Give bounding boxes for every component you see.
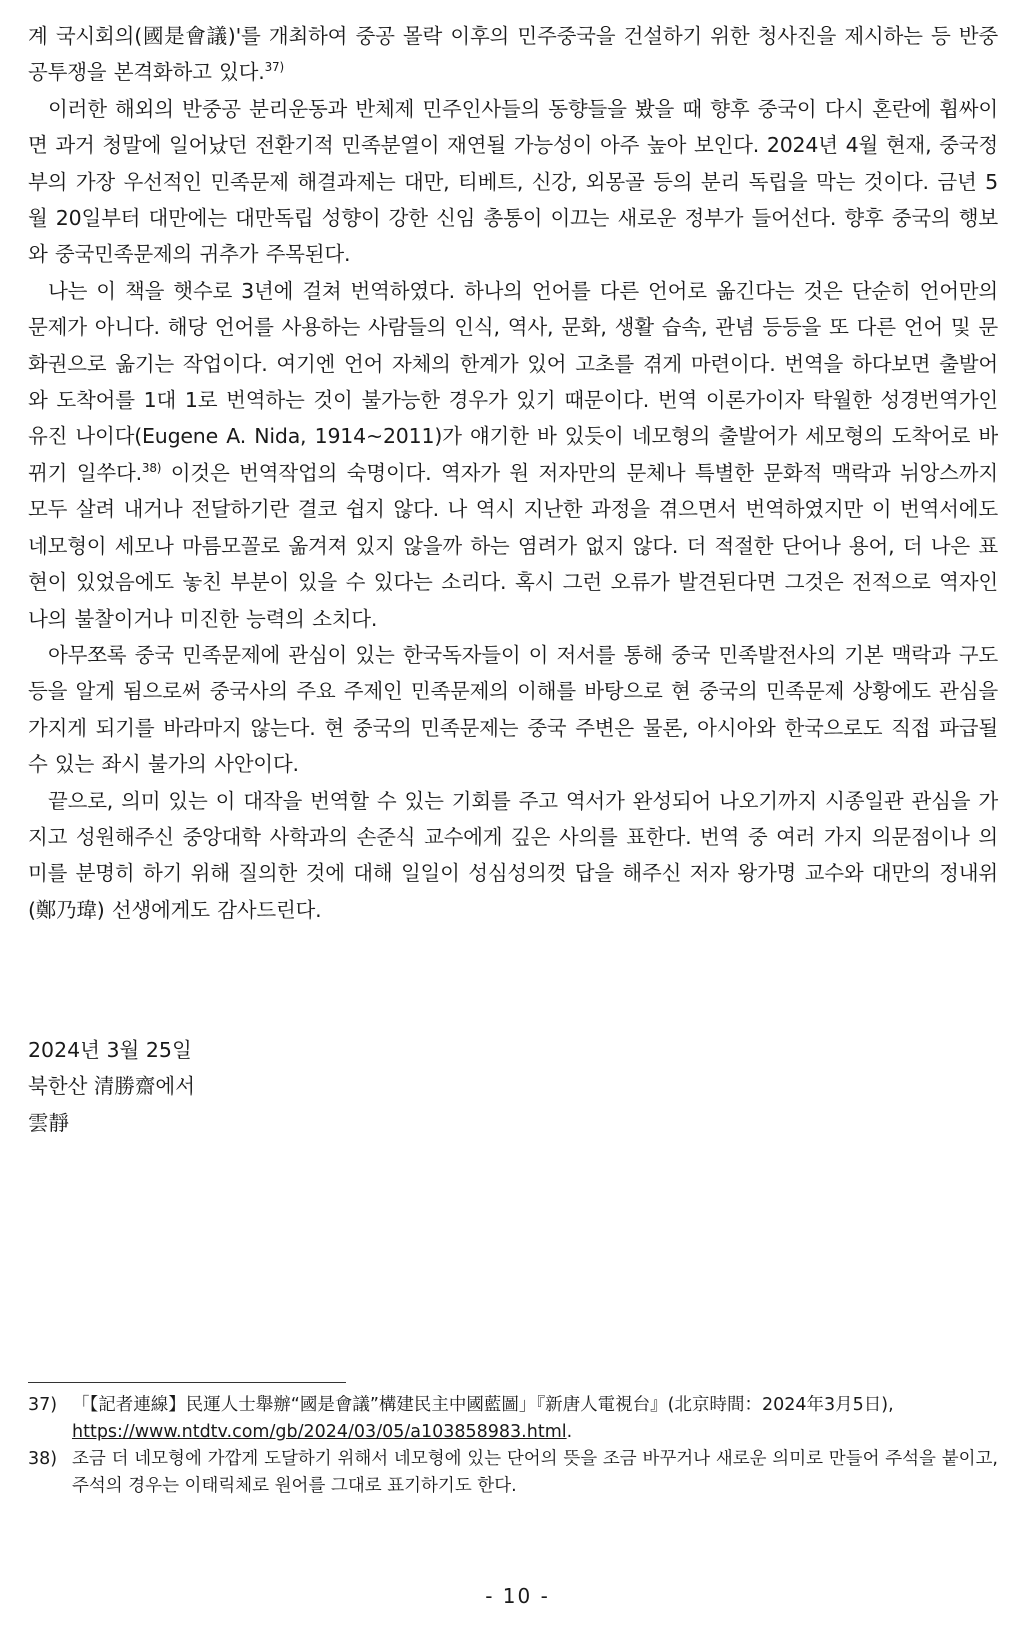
footnotes: [28, 1392, 998, 1500]
paragraph-1-text: 계 국시회의(國是會議)'를 개최하여 중공 몰락 이후의 민주중국을 건설하기 위한 청사진을 제시하는 등 반중공투쟁을 본격화하고 있다.: [28, 24, 998, 85]
signoff: [28, 1032, 195, 1141]
footnote-38-number: 38): [28, 1449, 58, 1469]
footnote-37-number: 37): [28, 1395, 58, 1415]
signoff-place: 북한산 清勝齋에서: [28, 1074, 196, 1099]
paragraph-3: [28, 273, 998, 637]
paragraph-2-text: 이러한 해외의 반중공 분리운동과 반체제 민주인사들의 동향들을 봤을 때 향후 중국이 다시 혼란에 휩싸이면 과거 청말에 일어났던 전환기적 민족분열이 재연될 가능성이 아주 높아 보인다. 2024년 4월 현재, 중국정부의 가장 우선적인 민족문제 해결과제는 대만, 티베트, 신강, 외몽골 등의 분리 독립을 막는 것이다. 금년 5월 20일부터 대만에는 대만독립 성향이 강한 신임 총통이 이끄는 새로운 정부가 들어선다. 향후 중국의 행보와 중국민족문제의 귀추가 주목된다.: [28, 96, 998, 267]
footnote-ref-37[interactable]: 37): [264, 60, 284, 75]
signoff-name: 雲靜: [28, 1110, 69, 1135]
footnote-37: [28, 1392, 998, 1446]
main-text: [28, 18, 998, 928]
paragraph-4: [28, 637, 998, 783]
footnote-38: [28, 1446, 998, 1500]
footnote-ref-38[interactable]: 38): [141, 461, 162, 476]
paragraph-1: [28, 18, 998, 91]
footnote-37-tail: .: [566, 1422, 573, 1442]
footnote-38-text: 조금 더 네모형에 가깝게 도달하기 위해서 네모형에 있는 단어의 뜻을 조금 바꾸거나 새로운 의미로 만들어 주석을 붙이고, 주석의 경우는 이태릭체로 원어를 그대로 표기하기도 한다.: [72, 1449, 998, 1496]
footnote-37-link[interactable]: https://www.ntdtv.com/gb/2024/03/05/a103858983.html: [72, 1422, 567, 1442]
paragraph-2: [28, 91, 998, 273]
paragraph-5-text: 끝으로, 의미 있는 이 대작을 번역할 수 있는 기회를 주고 역서가 완성되어 나오기까지 시종일관 관심을 가지고 성원해주신 중앙대학 사학과의 손준식 교수에게 깊은 사의를 표한다. 번역 중 여러 가지 의문점이나 의미를 분명히 하기 위해 질의한 것에 대해 일일이 성심성의껏 답을 해주신 저자 왕가명 교수와 대만의 정내위(鄭乃瑋) 선생에게도 감사드린다.: [28, 788, 998, 922]
footnote-divider: [28, 1382, 346, 1383]
paragraph-4-text: 아무쪼록 중국 민족문제에 관심이 있는 한국독자들이 이 저서를 통해 중국 민족발전사의 기본 맥락과 구도 등을 알게 됨으로써 중국사의 주요 주제인 민족문제의 이해를 바탕으로 현 중국의 민족문제 상황에도 관심을 가지게 되기를 바라마지 않는다. 현 중국의 민족문제는 중국 주변은 물론, 아시아와 한국으로도 직접 파급될 수 있는 좌시 불가의 사안이다.: [28, 642, 998, 777]
paragraph-3-text-a: 나는 이 책을 햇수로 3년에 걸쳐 번역하였다. 하나의 언어를 다른 언어로 옮긴다는 것은 단순히 언어만의 문제가 아니다. 해당 언어를 사용하는 사람들의 인식, 역사, 문화, 생활 습속, 관념 등등을 또 다른 언어 및 문화권으로 옮기는 작업이다. 여기엔 언어 자체의 한계가 있어 고초를 겪게 마련이다. 번역을 하다보면 출발어와 도착어를 1대 1로 번역하는 것이 불가능한 경우가 있기 때문이다. 번역 이론가이자 탁월한 성경번역가인 유진 나이다(Eugene A. Nida, 1914~2011)가 얘기한 바 있듯이 네모형의 출발어가 세모형의 도착어로 바뀌기 일쑤다.: [28, 278, 998, 485]
paragraph-5: [28, 783, 998, 929]
signoff-date: 2024년 3월 25일: [28, 1038, 192, 1062]
paragraph-3-text-b: 이것은 번역작업의 숙명이다. 역자가 원 저자만의 문체나 특별한 문화적 맥락과 뉘앙스까지 모두 살려 내거나 전달하기란 결코 쉽지 않다. 나 역시 지난한 과정을 겪으면서 번역하였지만 이 번역서에도 네모형이 세모나 마름모꼴로 옮겨져 있지 않을까 하는 염려가 없지 않다. 더 적절한 단어나 용어, 더 나은 표현이 있었음에도 놓친 부분이 있을 수 있다는 소리다. 혹시 그런 오류가 발견된다면 그것은 전적으로 역자인 나의 불찰이거나 미진한 능력의 소치다.: [28, 460, 998, 631]
footnote-37-text: 「【記者連線】民運人士舉辦“國是會議”構建民主中國藍圖」『新唐人電視台』(北京時間：2024年3月5日),: [72, 1395, 894, 1415]
page-number: - 10 -: [485, 1584, 550, 1608]
